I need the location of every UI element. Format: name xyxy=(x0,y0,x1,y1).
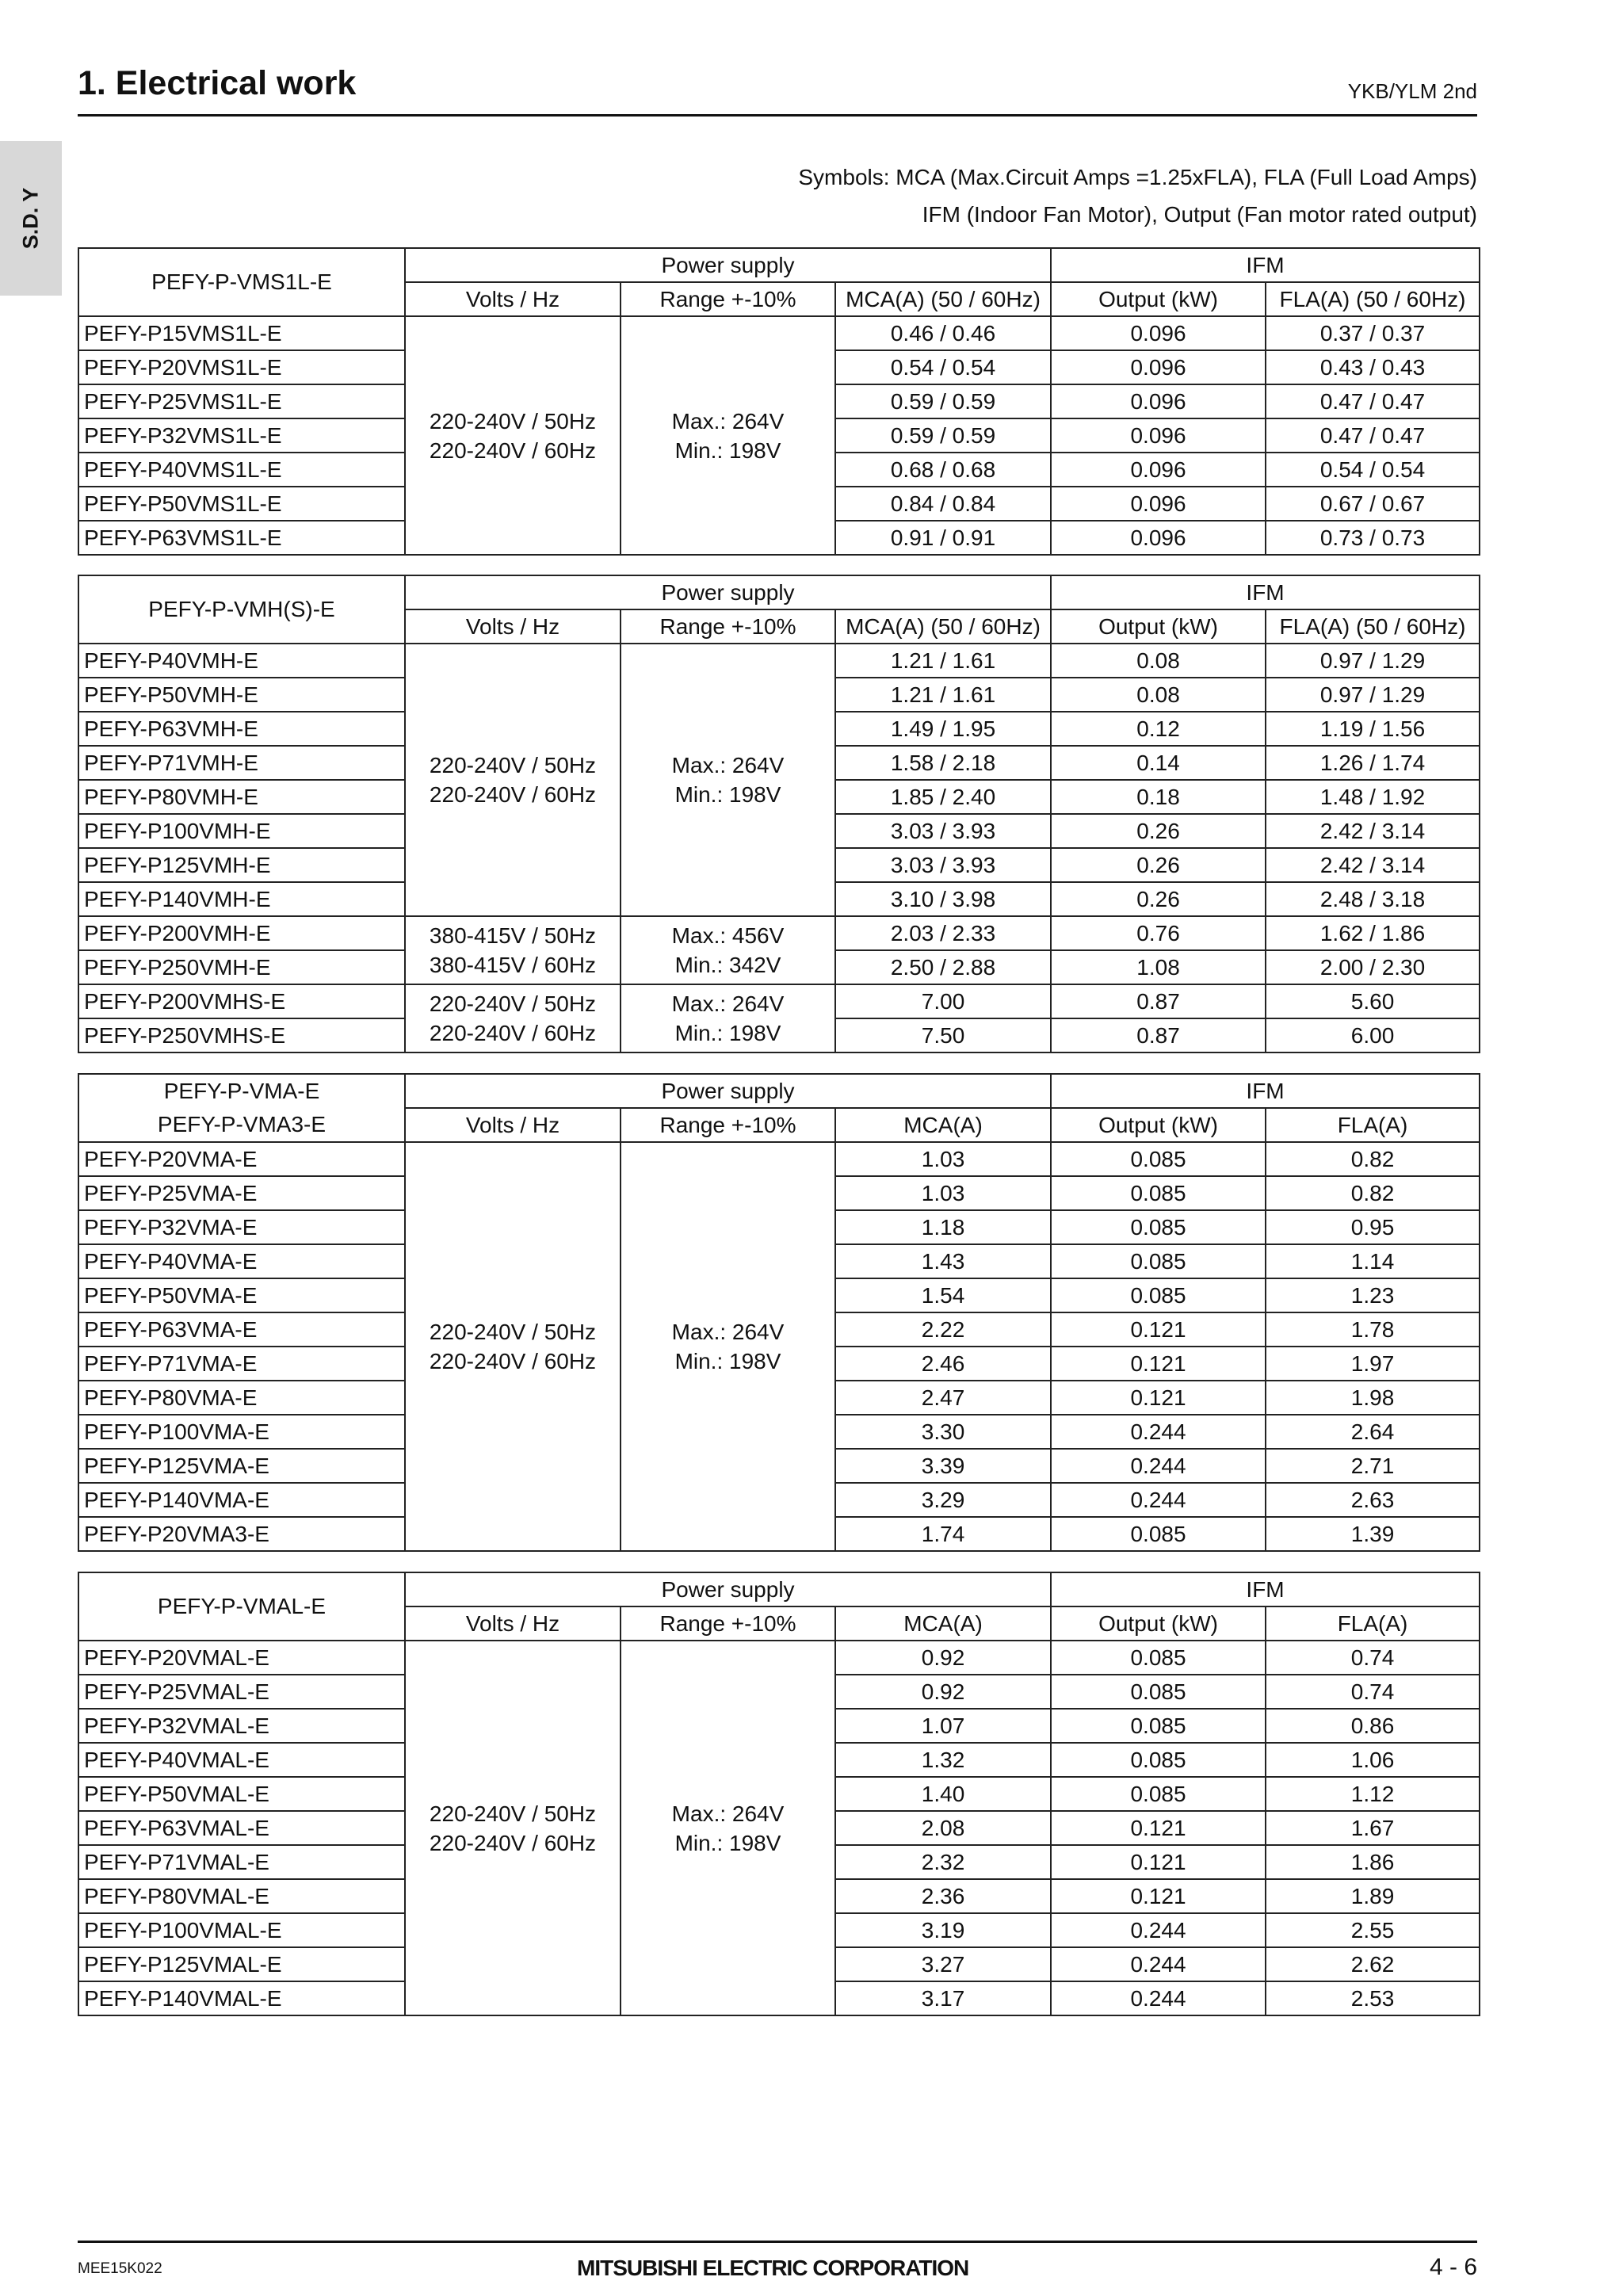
fla-cell: 1.12 xyxy=(1266,1777,1480,1811)
mca-header: MCA(A) xyxy=(835,1606,1051,1641)
model-cell: PEFY-P20VMAL-E xyxy=(78,1641,405,1675)
output-cell: 1.08 xyxy=(1051,950,1266,984)
fla-cell: 1.98 xyxy=(1266,1381,1480,1415)
model-cell: PEFY-P125VMAL-E xyxy=(78,1947,405,1981)
volts-hz-cell xyxy=(405,984,621,1052)
fla-header: FLA(A) (50 / 60Hz) xyxy=(1266,609,1480,644)
range-cell xyxy=(621,1142,835,1551)
ifm-group-header: IFM xyxy=(1051,575,1480,609)
volts-line: 220-240V / 60Hz xyxy=(429,1349,597,1373)
mca-cell: 0.68 / 0.68 xyxy=(835,453,1051,487)
fla-cell: 0.74 xyxy=(1266,1675,1480,1709)
table-row xyxy=(78,316,1480,350)
volts-hz-cell xyxy=(405,644,621,916)
range-line: Min.: 198V xyxy=(674,437,781,463)
range-line: Max.: 264V xyxy=(671,753,785,777)
output-cell: 0.085 xyxy=(1051,1743,1266,1777)
footer-rule xyxy=(78,2241,1477,2243)
volts-line: 220-240V / 60Hz xyxy=(429,437,597,463)
volts-hz-header: Volts / Hz xyxy=(405,1606,621,1641)
spec-table-vmh xyxy=(78,575,1480,1053)
mca-cell: 3.19 xyxy=(835,1913,1051,1947)
model-cell: PEFY-P20VMA-E xyxy=(78,1142,405,1176)
table-row xyxy=(78,984,1480,1018)
fla-header: FLA(A) xyxy=(1266,1108,1480,1142)
model-cell: PEFY-P71VMAL-E xyxy=(78,1845,405,1879)
table-name-line: PEFY-P-VMA-E xyxy=(163,1079,320,1103)
fla-cell: 0.86 xyxy=(1266,1709,1480,1743)
model-cell: PEFY-P15VMS1L-E xyxy=(78,316,405,350)
output-cell: 0.085 xyxy=(1051,1176,1266,1210)
volts-line: 220-240V / 50Hz xyxy=(429,1801,597,1826)
volts-line: 220-240V / 50Hz xyxy=(429,408,597,434)
fla-header: FLA(A) xyxy=(1266,1606,1480,1641)
spec-table-vms1l xyxy=(78,247,1480,556)
model-cell: PEFY-P32VMAL-E xyxy=(78,1709,405,1743)
fla-cell: 0.95 xyxy=(1266,1210,1480,1244)
volts-line: 220-240V / 50Hz xyxy=(429,753,597,777)
model-cell: PEFY-P200VMHS-E xyxy=(78,984,405,1018)
footer-corporation: MITSUBISHI ELECTRIC CORPORATION xyxy=(577,2256,969,2280)
output-cell: 0.096 xyxy=(1051,453,1266,487)
volts-line: 380-415V / 50Hz xyxy=(429,923,597,948)
model-cell: PEFY-P125VMH-E xyxy=(78,848,405,882)
output-cell: 0.085 xyxy=(1051,1142,1266,1176)
model-cell: PEFY-P20VMA3-E xyxy=(78,1517,405,1551)
volts-line: 220-240V / 60Hz xyxy=(429,1830,597,1855)
fla-cell: 6.00 xyxy=(1266,1018,1480,1052)
symbols-line: IFM (Indoor Fan Motor), Output (Fan motor rated output) xyxy=(922,202,1477,227)
table-row xyxy=(78,644,1480,678)
power-supply-group-header: Power supply xyxy=(405,575,1051,609)
volts-hz-cell xyxy=(405,916,621,984)
mca-cell: 1.03 xyxy=(835,1176,1051,1210)
volts-hz-cell xyxy=(405,316,621,555)
model-cell: PEFY-P32VMA-E xyxy=(78,1210,405,1244)
mca-cell: 3.17 xyxy=(835,1981,1051,2015)
fla-cell: 1.23 xyxy=(1266,1278,1480,1312)
model-cell: PEFY-P140VMH-E xyxy=(78,882,405,916)
range-line: Max.: 264V xyxy=(671,1320,785,1344)
power-supply-group-header: Power supply xyxy=(405,1572,1051,1606)
model-cell: PEFY-P63VMS1L-E xyxy=(78,521,405,555)
volts-hz-header: Volts / Hz xyxy=(405,282,621,316)
fla-cell: 1.26 / 1.74 xyxy=(1266,746,1480,780)
header-rule xyxy=(78,114,1477,117)
output-cell: 0.085 xyxy=(1051,1278,1266,1312)
table-name xyxy=(78,575,405,644)
table-row xyxy=(78,1142,1480,1176)
mca-cell: 3.03 / 3.93 xyxy=(835,848,1051,882)
fla-cell: 1.97 xyxy=(1266,1347,1480,1381)
mca-cell: 0.91 / 0.91 xyxy=(835,521,1051,555)
model-cell: PEFY-P50VMS1L-E xyxy=(78,487,405,521)
mca-cell: 3.29 xyxy=(835,1483,1051,1517)
mca-cell: 7.50 xyxy=(835,1018,1051,1052)
fla-cell: 0.82 xyxy=(1266,1176,1480,1210)
mca-cell: 3.39 xyxy=(835,1449,1051,1483)
output-cell: 0.085 xyxy=(1051,1244,1266,1278)
mca-cell: 1.49 / 1.95 xyxy=(835,712,1051,746)
model-cell: PEFY-P25VMS1L-E xyxy=(78,384,405,418)
output-cell: 0.096 xyxy=(1051,487,1266,521)
output-cell: 0.121 xyxy=(1051,1811,1266,1845)
model-cell: PEFY-P63VMAL-E xyxy=(78,1811,405,1845)
range-line: Min.: 198V xyxy=(674,1830,781,1855)
output-cell: 0.085 xyxy=(1051,1777,1266,1811)
mca-cell: 1.07 xyxy=(835,1709,1051,1743)
model-cell: PEFY-P140VMA-E xyxy=(78,1483,405,1517)
mca-header: MCA(A) (50 / 60Hz) xyxy=(835,282,1051,316)
table-row xyxy=(78,1641,1480,1675)
fla-cell: 2.48 / 3.18 xyxy=(1266,882,1480,916)
output-cell: 0.244 xyxy=(1051,1449,1266,1483)
model-cell: PEFY-P25VMA-E xyxy=(78,1176,405,1210)
output-cell: 0.096 xyxy=(1051,418,1266,453)
fla-cell: 0.47 / 0.47 xyxy=(1266,418,1480,453)
output-header: Output (kW) xyxy=(1051,1606,1266,1641)
output-header: Output (kW) xyxy=(1051,609,1266,644)
volts-line: 220-240V / 60Hz xyxy=(429,782,597,807)
output-cell: 0.085 xyxy=(1051,1675,1266,1709)
power-supply-group-header: Power supply xyxy=(405,248,1051,282)
output-cell: 0.085 xyxy=(1051,1641,1266,1675)
model-cell: PEFY-P71VMA-E xyxy=(78,1347,405,1381)
volts-line: 220-240V / 60Hz xyxy=(429,1021,597,1045)
fla-cell: 2.42 / 3.14 xyxy=(1266,848,1480,882)
output-cell: 0.096 xyxy=(1051,521,1266,555)
fla-header: FLA(A) (50 / 60Hz) xyxy=(1266,282,1480,316)
mca-cell: 0.59 / 0.59 xyxy=(835,384,1051,418)
fla-cell: 2.62 xyxy=(1266,1947,1480,1981)
output-cell: 0.244 xyxy=(1051,1981,1266,2015)
mca-cell: 0.54 / 0.54 xyxy=(835,350,1051,384)
range-cell xyxy=(621,916,835,984)
table-name xyxy=(78,1572,405,1641)
fla-cell: 0.74 xyxy=(1266,1641,1480,1675)
fla-cell: 1.62 / 1.86 xyxy=(1266,916,1480,950)
model-cell: PEFY-P250VMH-E xyxy=(78,950,405,984)
fla-cell: 1.67 xyxy=(1266,1811,1480,1845)
volts-line: 220-240V / 50Hz xyxy=(429,1320,597,1344)
output-cell: 0.244 xyxy=(1051,1947,1266,1981)
fla-cell: 0.37 / 0.37 xyxy=(1266,316,1480,350)
mca-header: MCA(A) (50 / 60Hz) xyxy=(835,609,1051,644)
range-line: Min.: 198V xyxy=(674,1021,781,1045)
range-cell xyxy=(621,1641,835,2015)
output-header: Output (kW) xyxy=(1051,282,1266,316)
model-cell: PEFY-P100VMH-E xyxy=(78,814,405,848)
mca-cell: 1.21 / 1.61 xyxy=(835,644,1051,678)
volts-line: 220-240V / 50Hz xyxy=(429,991,597,1016)
fla-cell: 0.47 / 0.47 xyxy=(1266,384,1480,418)
mca-cell: 3.03 / 3.93 xyxy=(835,814,1051,848)
output-cell: 0.121 xyxy=(1051,1381,1266,1415)
mca-cell: 2.03 / 2.33 xyxy=(835,916,1051,950)
symbols-legend xyxy=(798,159,1477,233)
output-cell: 0.26 xyxy=(1051,848,1266,882)
model-cell: PEFY-P140VMAL-E xyxy=(78,1981,405,2015)
fla-cell: 2.53 xyxy=(1266,1981,1480,2015)
model-cell: PEFY-P71VMH-E xyxy=(78,746,405,780)
fla-cell: 1.48 / 1.92 xyxy=(1266,780,1480,814)
model-cell: PEFY-P40VMH-E xyxy=(78,644,405,678)
page-title: 1. Electrical work xyxy=(78,64,357,102)
output-cell: 0.08 xyxy=(1051,678,1266,712)
mca-cell: 0.92 xyxy=(835,1675,1051,1709)
model-cell: PEFY-P50VMAL-E xyxy=(78,1777,405,1811)
fla-cell: 0.67 / 0.67 xyxy=(1266,487,1480,521)
mca-cell: 2.22 xyxy=(835,1312,1051,1347)
output-cell: 0.085 xyxy=(1051,1210,1266,1244)
ifm-group-header: IFM xyxy=(1051,1572,1480,1606)
mca-cell: 1.43 xyxy=(835,1244,1051,1278)
fla-cell: 1.06 xyxy=(1266,1743,1480,1777)
fla-cell: 2.71 xyxy=(1266,1449,1480,1483)
range-cell xyxy=(621,644,835,916)
output-cell: 0.121 xyxy=(1051,1845,1266,1879)
fla-cell: 2.55 xyxy=(1266,1913,1480,1947)
model-cell: PEFY-P50VMA-E xyxy=(78,1278,405,1312)
fla-cell: 1.86 xyxy=(1266,1845,1480,1879)
mca-cell: 7.00 xyxy=(835,984,1051,1018)
range-cell xyxy=(621,984,835,1052)
table-name xyxy=(78,248,405,316)
model-cell: PEFY-P20VMS1L-E xyxy=(78,350,405,384)
output-cell: 0.12 xyxy=(1051,712,1266,746)
output-cell: 0.121 xyxy=(1051,1347,1266,1381)
output-cell: 0.096 xyxy=(1051,316,1266,350)
volts-hz-header: Volts / Hz xyxy=(405,609,621,644)
mca-cell: 3.10 / 3.98 xyxy=(835,882,1051,916)
model-cell: PEFY-P50VMH-E xyxy=(78,678,405,712)
model-cell: PEFY-P125VMA-E xyxy=(78,1449,405,1483)
mca-cell: 2.08 xyxy=(835,1811,1051,1845)
fla-cell: 2.64 xyxy=(1266,1415,1480,1449)
output-cell: 0.121 xyxy=(1051,1879,1266,1913)
model-cell: PEFY-P40VMS1L-E xyxy=(78,453,405,487)
table-row xyxy=(78,916,1480,950)
output-cell: 0.08 xyxy=(1051,644,1266,678)
power-supply-group-header: Power supply xyxy=(405,1074,1051,1108)
range-line: Min.: 198V xyxy=(674,782,781,807)
output-cell: 0.76 xyxy=(1051,916,1266,950)
output-cell: 0.244 xyxy=(1051,1483,1266,1517)
volts-line: 380-415V / 60Hz xyxy=(429,953,597,977)
mca-cell: 1.18 xyxy=(835,1210,1051,1244)
output-cell: 0.085 xyxy=(1051,1709,1266,1743)
model-cell: PEFY-P80VMH-E xyxy=(78,780,405,814)
symbols-line: Symbols: MCA (Max.Circuit Amps =1.25xFLA), FLA (Full Load Amps) xyxy=(798,165,1477,189)
footer-document-code: MEE15K022 xyxy=(78,2260,162,2277)
fla-cell: 0.82 xyxy=(1266,1142,1480,1176)
range-cell xyxy=(621,316,835,555)
side-index-tab-label: S.D. Y xyxy=(18,187,43,250)
range-line: Max.: 264V xyxy=(671,1801,785,1826)
mca-cell: 0.84 / 0.84 xyxy=(835,487,1051,521)
model-cell: PEFY-P80VMA-E xyxy=(78,1381,405,1415)
model-cell: PEFY-P63VMH-E xyxy=(78,712,405,746)
mca-cell: 3.30 xyxy=(835,1415,1051,1449)
mca-cell: 1.40 xyxy=(835,1777,1051,1811)
range-header: Range +-10% xyxy=(621,1606,835,1641)
mca-header: MCA(A) xyxy=(835,1108,1051,1142)
fla-cell: 1.39 xyxy=(1266,1517,1480,1551)
table-name xyxy=(78,1074,405,1142)
fla-cell: 1.89 xyxy=(1266,1879,1480,1913)
spec-table-vmal xyxy=(78,1572,1480,2016)
fla-cell: 0.43 / 0.43 xyxy=(1266,350,1480,384)
document-code: YKB/YLM 2nd xyxy=(1347,79,1477,103)
spec-table-vma xyxy=(78,1073,1480,1552)
mca-cell: 2.32 xyxy=(835,1845,1051,1879)
mca-cell: 1.21 / 1.61 xyxy=(835,678,1051,712)
model-cell: PEFY-P100VMA-E xyxy=(78,1415,405,1449)
fla-cell: 1.19 / 1.56 xyxy=(1266,712,1480,746)
volts-hz-cell xyxy=(405,1142,621,1551)
model-cell: PEFY-P32VMS1L-E xyxy=(78,418,405,453)
fla-cell: 2.63 xyxy=(1266,1483,1480,1517)
fla-cell: 0.73 / 0.73 xyxy=(1266,521,1480,555)
table-name-line: PEFY-P-VMH(S)-E xyxy=(148,597,335,621)
output-cell: 0.26 xyxy=(1051,814,1266,848)
output-cell: 0.244 xyxy=(1051,1913,1266,1947)
mca-cell: 1.03 xyxy=(835,1142,1051,1176)
model-cell: PEFY-P25VMAL-E xyxy=(78,1675,405,1709)
mca-cell: 2.50 / 2.88 xyxy=(835,950,1051,984)
range-header: Range +-10% xyxy=(621,609,835,644)
output-cell: 0.121 xyxy=(1051,1312,1266,1347)
model-cell: PEFY-P40VMA-E xyxy=(78,1244,405,1278)
output-cell: 0.085 xyxy=(1051,1517,1266,1551)
mca-cell: 1.58 / 2.18 xyxy=(835,746,1051,780)
mca-cell: 1.74 xyxy=(835,1517,1051,1551)
fla-cell: 2.42 / 3.14 xyxy=(1266,814,1480,848)
model-cell: PEFY-P200VMH-E xyxy=(78,916,405,950)
fla-cell: 0.97 / 1.29 xyxy=(1266,678,1480,712)
mca-cell: 2.46 xyxy=(835,1347,1051,1381)
mca-cell: 1.54 xyxy=(835,1278,1051,1312)
table-name-line: PEFY-P-VMAL-E xyxy=(157,1594,327,1618)
page-number: 4 - 6 xyxy=(1429,2254,1477,2280)
table-name-line: PEFY-P-VMS1L-E xyxy=(151,269,332,294)
fla-cell: 2.00 / 2.30 xyxy=(1266,950,1480,984)
fla-cell: 0.97 / 1.29 xyxy=(1266,644,1480,678)
table-name-line: PEFY-P-VMA3-E xyxy=(157,1112,327,1137)
model-cell: PEFY-P100VMAL-E xyxy=(78,1913,405,1947)
fla-cell: 0.54 / 0.54 xyxy=(1266,453,1480,487)
mca-cell: 0.46 / 0.46 xyxy=(835,316,1051,350)
range-line: Max.: 264V xyxy=(671,991,785,1016)
mca-cell: 1.85 / 2.40 xyxy=(835,780,1051,814)
mca-cell: 2.47 xyxy=(835,1381,1051,1415)
volts-hz-header: Volts / Hz xyxy=(405,1108,621,1142)
volts-hz-cell xyxy=(405,1641,621,2015)
ifm-group-header: IFM xyxy=(1051,248,1480,282)
ifm-group-header: IFM xyxy=(1051,1074,1480,1108)
mca-cell: 3.27 xyxy=(835,1947,1051,1981)
range-header: Range +-10% xyxy=(621,1108,835,1142)
output-cell: 0.18 xyxy=(1051,780,1266,814)
mca-cell: 2.36 xyxy=(835,1879,1051,1913)
range-line: Max.: 456V xyxy=(671,923,785,948)
fla-cell: 5.60 xyxy=(1266,984,1480,1018)
output-cell: 0.14 xyxy=(1051,746,1266,780)
model-cell: PEFY-P63VMA-E xyxy=(78,1312,405,1347)
mca-cell: 1.32 xyxy=(835,1743,1051,1777)
model-cell: PEFY-P40VMAL-E xyxy=(78,1743,405,1777)
range-line: Max.: 264V xyxy=(671,408,785,434)
mca-cell: 0.92 xyxy=(835,1641,1051,1675)
output-cell: 0.26 xyxy=(1051,882,1266,916)
mca-cell: 0.59 / 0.59 xyxy=(835,418,1051,453)
range-line: Min.: 342V xyxy=(674,953,781,977)
fla-cell: 1.14 xyxy=(1266,1244,1480,1278)
output-header: Output (kW) xyxy=(1051,1108,1266,1142)
fla-cell: 1.78 xyxy=(1266,1312,1480,1347)
model-cell: PEFY-P80VMAL-E xyxy=(78,1879,405,1913)
output-cell: 0.87 xyxy=(1051,984,1266,1018)
range-header: Range +-10% xyxy=(621,282,835,316)
output-cell: 0.096 xyxy=(1051,384,1266,418)
side-index-tab[interactable] xyxy=(0,141,62,296)
output-cell: 0.244 xyxy=(1051,1415,1266,1449)
range-line: Min.: 198V xyxy=(674,1349,781,1373)
model-cell: PEFY-P250VMHS-E xyxy=(78,1018,405,1052)
output-cell: 0.096 xyxy=(1051,350,1266,384)
output-cell: 0.87 xyxy=(1051,1018,1266,1052)
